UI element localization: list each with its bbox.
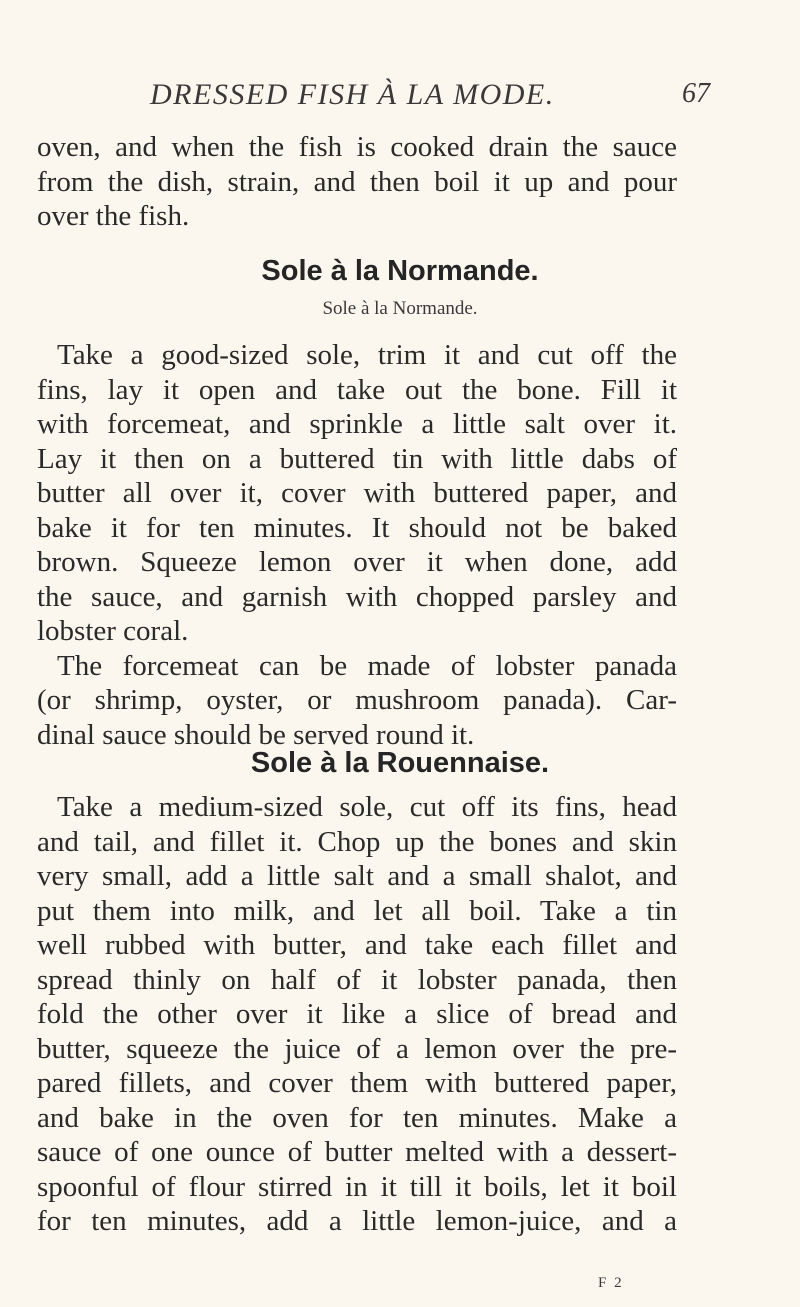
text-line: spoonful of flour stirred in it till it boils, let it boil xyxy=(37,1170,677,1203)
text-line: for ten minutes, add a little lemon-juice, and a xyxy=(37,1205,677,1237)
text-line: Take a good-sized sole, trim it and cut off the xyxy=(57,339,677,371)
recipe-body-normande xyxy=(37,338,677,752)
text-line: fins, lay it open and take out the bone. Fill it xyxy=(37,373,677,406)
text-line: oven, and when the fish is cooked drain the sauce xyxy=(37,131,677,163)
text-line: the sauce, and garnish with chopped parsley and xyxy=(37,580,677,613)
text-line: spread thinly on half of it lobster panada, then xyxy=(37,963,677,996)
signature-mark: F 2 xyxy=(598,1275,624,1291)
intro-paragraph xyxy=(37,130,677,234)
recipe-subtitle-normande: Sole à la Normande. xyxy=(322,298,478,319)
text-line: and tail, and fillet it. Chop up the bones and skin xyxy=(37,825,677,858)
text-line: from the dish, strain, and then boil it up and pour xyxy=(37,165,677,198)
recipe-title-rouennaise: Sole à la Rouennaise. xyxy=(250,747,550,779)
text-line: butter, squeeze the juice of a lemon over the pre- xyxy=(37,1032,677,1065)
page-number: 67 xyxy=(682,78,710,109)
text-line: Take a medium-sized sole, cut off its fins, head xyxy=(57,791,677,823)
text-line: butter all over it, cover with buttered paper, and xyxy=(37,477,677,509)
text-line: with forcemeat, and sprinkle a little salt over it. xyxy=(37,408,677,440)
text-line: The forcemeat can be made of lobster panada xyxy=(57,649,677,682)
text-line: and bake in the oven for ten minutes. Make a xyxy=(37,1101,677,1134)
text-line: lobster coral. xyxy=(37,615,189,647)
text-line: put them into milk, and let all boil. Take a tin xyxy=(37,894,677,927)
running-title: DRESSED FISH À LA MODE. xyxy=(150,78,555,111)
text-line: fold the other over it like a slice of bread and xyxy=(37,998,677,1030)
text-line: (or shrimp, oyster, or mushroom panada). Car- xyxy=(37,684,677,716)
recipe-title-normande: Sole à la Normande. xyxy=(261,255,539,287)
text-line: well rubbed with butter, and take each fillet and xyxy=(37,929,677,961)
text-line: sauce of one ounce of butter melted with a dessert- xyxy=(37,1136,677,1168)
text-line: dinal sauce should be served round it. xyxy=(37,718,475,751)
text-line: Lay it then on a buttered tin with little dabs of xyxy=(37,442,677,475)
text-line: bake it for ten minutes. It should not be baked xyxy=(37,511,677,544)
running-head xyxy=(150,78,710,118)
text-line: very small, add a little salt and a small shalot, and xyxy=(37,860,677,892)
recipe-body-rouennaise xyxy=(37,790,677,1239)
text-line: brown. Squeeze lemon over it when done, add xyxy=(37,546,677,578)
text-line: over the fish. xyxy=(37,200,190,232)
text-line: pared fillets, and cover them with buttered paper, xyxy=(37,1067,677,1099)
